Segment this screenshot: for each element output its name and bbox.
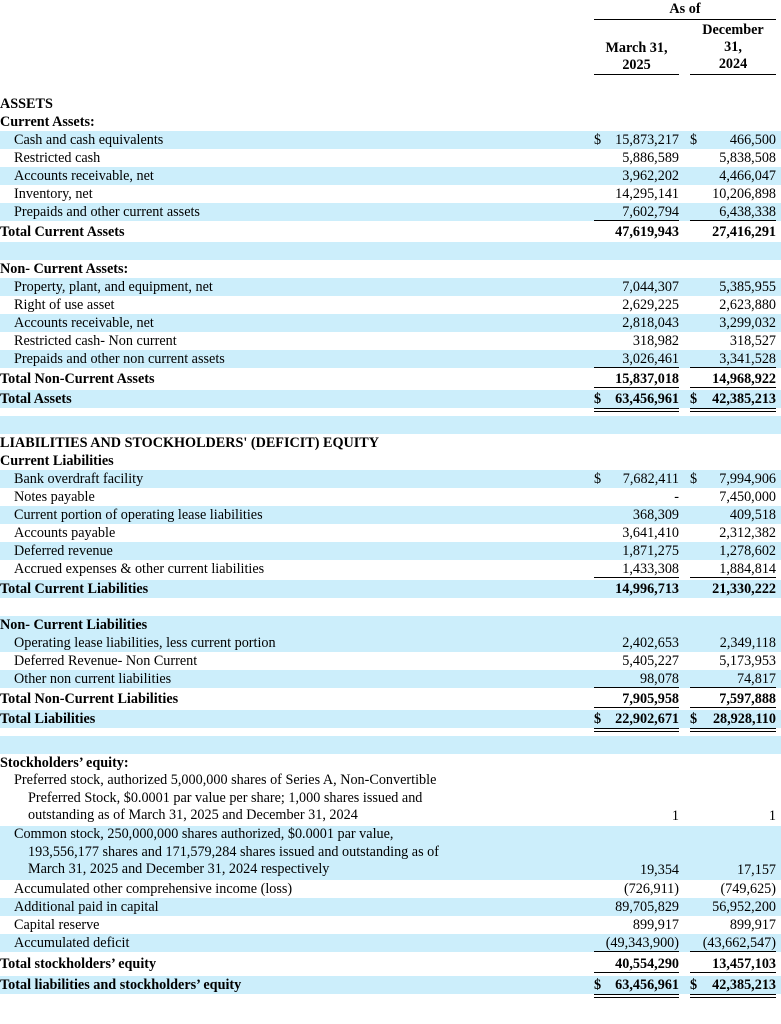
value-mar-2025: [594, 690, 679, 708]
value-dec-2024: [690, 916, 776, 934]
amount: 14,968,922: [712, 371, 776, 387]
underline: [594, 951, 679, 952]
spacer-band: [0, 416, 781, 434]
total-noncurrent-liabilities: [0, 690, 781, 708]
row-label: Total Current Liabilities: [0, 581, 149, 597]
section-title: Current Liabilities: [0, 453, 114, 469]
value-mar-2025: [594, 862, 679, 880]
row-label: Total Assets: [0, 391, 72, 407]
currency-symbol: $: [594, 711, 602, 727]
value-dec-2024: [690, 223, 776, 241]
line-item-cash-and-cash-equivalents: [0, 131, 781, 149]
value-dec-2024: [690, 488, 776, 506]
row-label: Property, plant, and equipment, net: [14, 279, 213, 295]
row-label: Total Non-Current Liabilities: [0, 691, 179, 707]
amount: 318,527: [729, 333, 776, 349]
value-dec-2024: [690, 542, 776, 560]
value-mar-2025: [594, 185, 679, 203]
line-item-capital-reserve: [0, 916, 781, 934]
value-dec-2024: [690, 898, 776, 916]
currency-symbol: $: [594, 977, 602, 993]
value-mar-2025: [594, 916, 679, 934]
underline: [690, 687, 776, 688]
underline: [594, 387, 679, 388]
amount: 1,884,814: [719, 561, 776, 577]
amount: 56,952,200: [712, 899, 776, 915]
value-dec-2024: [690, 167, 776, 185]
section-title: ASSETS: [0, 96, 53, 112]
value-mar-2025: [594, 524, 679, 542]
amount: 3,641,410: [622, 525, 679, 541]
as-of-rule: [594, 19, 776, 20]
underline: [690, 951, 776, 952]
value-dec-2024: [690, 976, 776, 994]
double-underline: [690, 994, 776, 998]
row-label: [14, 772, 436, 825]
col1-header-rule: [594, 74, 679, 75]
amount: (43,662,547): [702, 935, 776, 951]
line-item-inventory-net: [0, 185, 781, 203]
row-label: Accounts payable: [14, 525, 116, 541]
label-line: outstanding as of March 31, 2025 and December 31, 2024: [28, 807, 358, 823]
value-dec-2024: [690, 710, 776, 728]
amount: 5,385,955: [719, 279, 776, 295]
value-mar-2025: [594, 934, 679, 952]
line-item-accumulated-other-comprehensive-income-loss: [0, 880, 781, 898]
amount: 7,602,794: [622, 204, 679, 220]
amount: 98,078: [639, 671, 679, 687]
value-mar-2025: [594, 955, 679, 973]
amount: 14,996,713: [615, 581, 679, 597]
amount: 7,044,307: [622, 279, 679, 295]
row-label: Accounts receivable, net: [14, 168, 154, 184]
preferred-stock-row: [0, 772, 781, 826]
value-dec-2024: [690, 524, 776, 542]
underline: [594, 367, 679, 368]
amount: 7,994,906: [719, 471, 776, 487]
value-mar-2025: [594, 488, 679, 506]
value-mar-2025: [594, 652, 679, 670]
amount: 5,405,227: [622, 653, 679, 669]
value-dec-2024: [690, 131, 776, 149]
line-item-accounts-receivable-net: [0, 314, 781, 332]
line-item-bank-overdraft-facility: [0, 470, 781, 488]
section-title: Current Assets:: [0, 114, 95, 130]
line-item-restricted-cash-non-current: [0, 332, 781, 350]
row-label: Accumulated other comprehensive income (loss): [14, 881, 293, 897]
row-label: Deferred Revenue- Non Current: [14, 653, 198, 669]
amount: 2,623,880: [719, 297, 776, 313]
value-dec-2024: [690, 390, 776, 408]
double-underline: [594, 728, 679, 732]
currency-symbol: $: [594, 132, 602, 148]
amount: (749,625): [720, 881, 776, 897]
label-line: 193,556,177 shares and 171,579,284 shares issued and outstanding as of: [28, 843, 439, 860]
amount: 5,838,508: [719, 150, 776, 166]
row-label: Right of use asset: [14, 297, 115, 313]
amount: 6,438,338: [719, 204, 776, 220]
double-underline: [594, 408, 679, 412]
value-mar-2025: [594, 314, 679, 332]
row-label: Notes payable: [14, 489, 95, 505]
value-dec-2024: [690, 955, 776, 973]
value-mar-2025: [594, 370, 679, 388]
value-mar-2025: [594, 167, 679, 185]
amount: 3,299,032: [719, 315, 776, 331]
amount: 27,416,291: [712, 224, 776, 240]
amount: 17,157: [736, 862, 776, 878]
amount: 7,450,000: [719, 489, 776, 505]
total-liabilities: [0, 710, 781, 728]
line-item-prepaids-and-other-current-assets: [0, 203, 781, 221]
amount: (49,343,900): [605, 935, 679, 951]
amount: 42,385,213: [712, 977, 776, 993]
amount: 3,026,461: [622, 351, 679, 367]
underline: [690, 387, 776, 388]
value-dec-2024: [690, 580, 776, 598]
total-assets: [0, 390, 781, 408]
amount: 21,330,222: [712, 581, 776, 597]
spacer-band: [0, 242, 781, 260]
assets-heading: [0, 95, 781, 113]
row-label: Restricted cash: [14, 150, 101, 166]
section-title: Non- Current Liabilities: [0, 617, 148, 633]
double-underline: [690, 728, 776, 732]
value-dec-2024: [690, 332, 776, 350]
row-label: Total Current Assets: [0, 224, 125, 240]
amount: 63,456,961: [615, 391, 679, 407]
value-dec-2024: [690, 149, 776, 167]
underline: [594, 972, 679, 973]
value-mar-2025: [594, 634, 679, 652]
value-dec-2024: [690, 296, 776, 314]
row-label: Total Non-Current Assets: [0, 371, 155, 387]
total-noncurrent-assets: [0, 370, 781, 388]
amount: 409,518: [729, 507, 776, 523]
row-label: Capital reserve: [14, 917, 100, 933]
currency-symbol: $: [690, 391, 698, 407]
line-item-notes-payable: [0, 488, 781, 506]
value-dec-2024: [690, 350, 776, 368]
value-mar-2025: [594, 149, 679, 167]
currency-symbol: $: [594, 471, 602, 487]
liabilities-heading: [0, 434, 781, 452]
underline: [594, 687, 679, 688]
row-label: Additional paid in capital: [14, 899, 159, 915]
value-mar-2025: [594, 203, 679, 221]
value-dec-2024: [690, 370, 776, 388]
value-dec-2024: [690, 203, 776, 221]
amount: 5,886,589: [622, 150, 679, 166]
amount: 89,705,829: [615, 899, 679, 915]
underline: [690, 220, 776, 221]
currency-symbol: $: [690, 132, 698, 148]
amount: 7,905,958: [622, 691, 679, 707]
value-mar-2025: [594, 131, 679, 149]
currency-symbol: $: [690, 977, 698, 993]
value-mar-2025: [594, 898, 679, 916]
row-label: Other non current liabilities: [14, 671, 172, 687]
value-mar-2025: [594, 542, 679, 560]
amount: 14,295,141: [615, 186, 679, 202]
line-item-restricted-cash: [0, 149, 781, 167]
value-dec-2024: [690, 506, 776, 524]
value-mar-2025: [594, 670, 679, 688]
amount: 2,402,653: [622, 635, 679, 651]
double-underline: [690, 408, 776, 412]
amount: 22,902,671: [615, 711, 679, 727]
value-mar-2025: [594, 470, 679, 488]
amount: 368,309: [632, 507, 679, 523]
underline: [594, 707, 679, 708]
line-item-property-plant-and-equipment-net: [0, 278, 781, 296]
row-label: Cash and cash equivalents: [14, 132, 164, 148]
value-dec-2024: [690, 185, 776, 203]
line-item-right-of-use-asset: [0, 296, 781, 314]
label-line: March 31, 2025 and December 31, 2024 respectively: [28, 861, 330, 877]
col2-header: December 31, 2024: [702, 22, 764, 72]
value-mar-2025: [594, 223, 679, 241]
section-title: LIABILITIES AND STOCKHOLDERS' (DEFICIT) EQUITY: [0, 435, 379, 451]
value-mar-2025: [594, 350, 679, 368]
underline: [690, 577, 776, 578]
value-mar-2025: [594, 580, 679, 598]
value-dec-2024: [690, 652, 776, 670]
amount: 4,466,047: [719, 168, 776, 184]
line-item-deferred-revenue: [0, 542, 781, 560]
value-dec-2024: [690, 634, 776, 652]
value-mar-2025: [594, 880, 679, 898]
underline: [690, 367, 776, 368]
currency-symbol: $: [690, 711, 698, 727]
equity-heading: [0, 754, 781, 772]
value-dec-2024: [690, 880, 776, 898]
label-line: Preferred stock, authorized 5,000,000 shares of Series A, Non-Convertible: [14, 772, 437, 788]
amount: 3,341,528: [719, 351, 776, 367]
amount: 1,433,308: [622, 561, 679, 577]
value-dec-2024: [690, 278, 776, 296]
amount: 1: [671, 808, 679, 824]
section-title: Non- Current Assets:: [0, 261, 129, 277]
currency-symbol: $: [690, 471, 698, 487]
underline: [690, 707, 776, 708]
amount: 15,837,018: [615, 371, 679, 387]
row-label: Total liabilities and stockholders’ equity: [0, 977, 242, 993]
noncurrent-liabilities-heading: [0, 616, 781, 634]
value-mar-2025: [594, 976, 679, 994]
total-liabilities-and-equity: [0, 976, 781, 994]
amount: 40,554,290: [615, 956, 679, 972]
total-current-liabilities: [0, 580, 781, 598]
amount: 28,928,110: [712, 711, 776, 727]
amount: 899,917: [632, 917, 679, 933]
underline: [594, 220, 679, 221]
row-label: Deferred revenue: [14, 543, 113, 559]
underline: [594, 577, 679, 578]
amount: 47,619,943: [615, 224, 679, 240]
value-dec-2024: [690, 808, 776, 826]
currency-symbol: $: [594, 391, 602, 407]
row-label: Restricted cash- Non current: [14, 333, 177, 349]
line-item-current-portion-of-operating-lease-liabilities: [0, 506, 781, 524]
row-label: Total Liabilities: [0, 711, 96, 727]
amount: 1,871,275: [622, 543, 679, 559]
row-label: Accumulated deficit: [14, 935, 130, 951]
section-title: Stockholders’ equity:: [0, 755, 129, 771]
value-dec-2024: [690, 690, 776, 708]
line-item-prepaids-and-other-non-current-assets: [0, 350, 781, 368]
amount: 2,349,118: [719, 635, 776, 651]
amount: 10,206,898: [712, 186, 776, 202]
line-item-operating-lease-liabilities-less-current-portion: [0, 634, 781, 652]
amount: 13,457,103: [712, 956, 776, 972]
row-label: Bank overdraft facility: [14, 471, 144, 487]
total-current-assets: [0, 223, 781, 241]
line-item-accounts-receivable-net: [0, 167, 781, 185]
amount: 1: [768, 808, 776, 824]
total-stockholders-equity: [0, 955, 781, 973]
amount: 2,312,382: [719, 525, 776, 541]
amount: 3,962,202: [622, 168, 679, 184]
line-item-accumulated-deficit: [0, 934, 781, 952]
underline: [690, 972, 776, 973]
value-mar-2025: [594, 710, 679, 728]
amount: 466,500: [729, 132, 776, 148]
label-line: Common stock, 250,000,000 shares authorized, $0.0001 par value,: [14, 826, 394, 842]
amount: 1,278,602: [719, 543, 776, 559]
spacer-band: [0, 736, 781, 754]
amount: 15,873,217: [615, 132, 679, 148]
amount: (726,911): [623, 881, 679, 897]
value-dec-2024: [690, 470, 776, 488]
amount: 63,456,961: [615, 977, 679, 993]
value-mar-2025: [594, 278, 679, 296]
value-dec-2024: [690, 934, 776, 952]
row-label: Accrued expenses & other current liabilities: [14, 561, 265, 577]
common-stock-row: [0, 826, 781, 880]
row-label: Accounts receivable, net: [14, 315, 154, 331]
current-assets-heading: [0, 113, 781, 131]
amount: 2,818,043: [622, 315, 679, 331]
value-mar-2025: [594, 808, 679, 826]
row-label: Total stockholders’ equity: [0, 956, 157, 972]
amount: 74,817: [736, 671, 776, 687]
value-mar-2025: [594, 296, 679, 314]
double-underline: [594, 994, 679, 998]
amount: 5,173,953: [719, 653, 776, 669]
row-label: [14, 826, 439, 879]
value-mar-2025: [594, 560, 679, 578]
row-label: Prepaids and other non current assets: [14, 351, 225, 367]
row-label: Inventory, net: [14, 186, 93, 202]
row-label: Current portion of operating lease liabilities: [14, 507, 263, 523]
amount: 42,385,213: [712, 391, 776, 407]
value-dec-2024: [690, 314, 776, 332]
value-dec-2024: [690, 560, 776, 578]
label-line: Preferred Stock, $0.0001 par value per share; 1,000 shares issued and: [28, 789, 423, 806]
current-liabilities-heading: [0, 452, 781, 470]
line-item-other-non-current-liabilities: [0, 670, 781, 688]
line-item-deferred-revenue-non-current: [0, 652, 781, 670]
col2-header-rule: [690, 74, 776, 75]
col1-header: March 31, 2025: [605, 40, 668, 73]
amount: 318,982: [632, 333, 679, 349]
line-item-additional-paid-in-capital: [0, 898, 781, 916]
value-dec-2024: [690, 862, 776, 880]
line-item-accrued-expenses-other-current-liabilities: [0, 560, 781, 578]
value-mar-2025: [594, 332, 679, 350]
amount: 19,354: [639, 862, 679, 878]
noncurrent-assets-heading: [0, 260, 781, 278]
as-of-header: As of: [669, 1, 701, 17]
amount: 7,597,888: [719, 691, 776, 707]
value-mar-2025: [594, 390, 679, 408]
amount: -: [674, 489, 679, 505]
line-item-accounts-payable: [0, 524, 781, 542]
row-label: Operating lease liabilities, less current portion: [14, 635, 276, 651]
value-dec-2024: [690, 670, 776, 688]
value-mar-2025: [594, 506, 679, 524]
row-label: Prepaids and other current assets: [14, 204, 200, 220]
amount: 7,682,411: [622, 471, 679, 487]
amount: 2,629,225: [622, 297, 679, 313]
amount: 899,917: [729, 917, 776, 933]
